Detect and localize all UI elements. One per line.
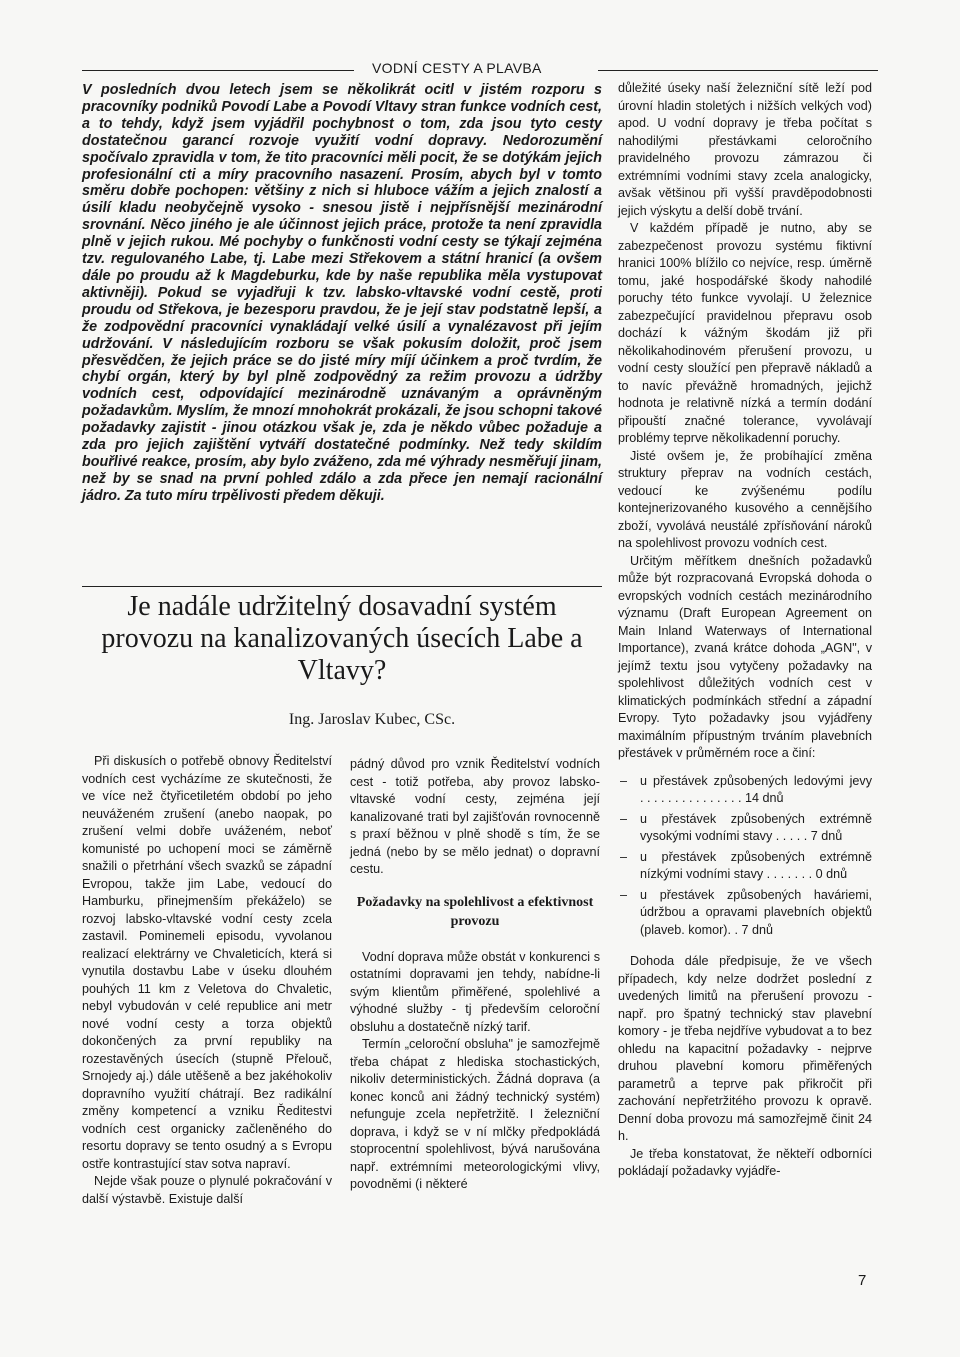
requirement-dots: . . . . . . . bbox=[763, 867, 816, 881]
middle-paragraph-1: pádný důvod pro vznik Ředitelství vodních cest - totiž potřeba, aby provoz labsko-vltavské vodní cesty, zejména její kanalizované trati byl zajišťován rovnocenně s praxí běžnou v plně shodě s tím, že se jedná (nebo by se mělo jednat) o dopravní cestu. bbox=[350, 757, 600, 876]
header-rule-left bbox=[82, 70, 354, 71]
page-number: 7 bbox=[858, 1272, 867, 1289]
requirement-value: 7 dnů bbox=[810, 829, 843, 843]
right-paragraph-4: Určitým měřítkem dnešních požadavků může být rozpracovaná Evropská dohoda o evropských vodních cestách mezinárodního významu (Draft European Agreement on Main Inland Waterways of International Importance), zvaná krátce dohoda „AGN", v jejímž textu jsou vytyčeny požadavky na spolehlivost důležitých vodních cest v klimatických podmínkách střední a západní Evropy. Tyto požadavky jsou vyjádřeny maximálním přípustným trváním plavebních přestávek v průměrném roce a činí: bbox=[618, 553, 872, 760]
left-paragraph-2: Nejde však pouze o plynulé pokračování v další výstavbě. Existuje další bbox=[82, 1174, 332, 1206]
right-paragraph-3: Jisté ovšem je, že probíhající změna struktury přeprav na vodních cestách, vedoucí ke zvýšenému podílu kontejnerizovaného kusového a cennějšího zboží, vyvolává neustálé zpřísňování nároků na spolehlivost provozu vodních cest. bbox=[618, 448, 872, 550]
requirement-label: u přestávek způsobených ledovými jevy bbox=[640, 773, 872, 788]
header-rule-right bbox=[598, 70, 878, 71]
section-subheading: Požadavky na spolehlivost a efektivnost provozu bbox=[356, 894, 594, 929]
middle-column bbox=[350, 756, 600, 1194]
requirement-item bbox=[618, 773, 872, 808]
intro-paragraph: V posledních dvou letech jsem se několikrát ocitl v jistém rozporu s pracovníky podniků Povodí Labe a Povodí Vltavy stran funkce vodních cest, a to tehdy, když jsem vyjádřil pochybnost o tom, zda jsou tyto cesty dostatečnou garancí rozvoje využití vodní dopravy. Nedorozumění spočívalo zpravidla v tom, že tito pracovníci měli pocit, že se dotýkám jejich profesionální cti a míry pracovního nasazení. Prosím, abych byl v tomto směru dobře pochopen: většiny z nich si hluboce vážím a jejich znalostí a úsilí kladu neobyčejně vysoko - snesou jistě i nejpřísnější mezinárodní srovnání. Něco jiného je ale účinnost jejich práce, protože ta není zpravidla plně v jejich rukou. Mé pochyby o funkčnosti vodní cesty se týkají zejména tzv. regulovaného Labe, tj. Labe mezi Střekovem a státní hranicí (a ovšem dále po proudu až k Magdeburku, kde by naše republika měla vystupovat aktivněji). Pokud se vyjadřuji k tzv. labsko-vltavské vodní cestě, proti proudu od Střekova, je bezesporu pravdou, že je její stav podstatně lepší, a že zodpovědní pracovníci vynakládají velké úsilí a vynalézavost při jejím udržování. V následujícím rozboru se však pokusím doložit, proč jsem přesvědčen, že jejich práce se do jisté míry míjí účinkem a proč tvrdím, že chybí orgán, který by byl plně zodpovědný za režim provozu a údržby vodních cest, odpovídající mezinárodně uznávaným a oprávněným požadavkům. Myslím, že mnozí mnohokrát prokázali, že jsou schopni takové požadavky zajistit - jinou otázkou však je, zda je někdo vůbec požaduje a zda pro jejich zajištění vytváří dostatečné podmínky. Než tedy skildím bouřlivé reakce, prosím, aby bylo zváženo, zda mé výhrady nesměřují jinam, než by se snad na první pohled zdálo a zda přece jen nemají racionální jádro. Za tuto míru trpělivosti předem děkuji. bbox=[82, 82, 602, 504]
middle-paragraph-3: Termín „celoroční obsluha" je samozřejmě třeba chápat z hlediska stochastických, nikoliv deterministických. Žádná doprava (a konec konců ani žádný technický systém) nefunguje zcela nepřetržitě. I železniční doprava, i když se v ní mlčky předpokládá stoprocentní spolehlivost, bývá narušována např. extrémními meteorologickými vlivy, povodněmi (i některé bbox=[350, 1037, 600, 1191]
requirement-dots: . . . . . . . . . . . . . . . bbox=[640, 791, 745, 805]
left-paragraph-1: Při diskusích o potřebě obnovy Ředitelství vodních cest vycházíme ze skutečnosti, že ve více než čtyřicetiletém období po jeho neuváženém zrušení (anebo naopak, po zrušení velmi dobře uváženém, neboť komunisté po uchopení moci se záměrně snažili o přetrhání všech svazků se západní Evropou, takže jim Labe, vedoucí do Hamburku, přinejmenším překáželo) se rozvoj labsko-vltavské vodní cesty zcela zastavil. Pominemeli episodu, vyvolanou realizací elektrárny ve Chvaleticích, která si vynutila dostavbu Labe v úseku dlouhém pouhých 11 km z Veletova do Chvaletic, nebyl vybudován v celé republice ani metr nové vodní cesty a torza objektů dokončených za první republiky na rozestavěných úsecích (stupně Přelouč, Srnojedy aj.) dále utěšeně a bez jakéhokoliv dopravního využití chátrají. Bez radikální změny kompetencí a vzniku Ředitestvi vodních cest organicky začleněného do resortu dopravy se tento osudný a s Evropu ostře kontrastující stav sotva napraví. bbox=[82, 754, 332, 1171]
article-title-block bbox=[82, 586, 602, 729]
requirement-value: 7 dnů bbox=[741, 922, 774, 937]
requirements-list bbox=[618, 773, 872, 940]
requirement-item bbox=[618, 887, 872, 940]
right-column bbox=[618, 80, 872, 1181]
middle-paragraph-2: Vodní doprava může obstát v konkurenci s ostatními dopravami jen tehdy, nabídne-li svým klientům přiměřené, spolehlivé a výhodné služby - tj především celoroční obsluhu a dostatečně nízký tarif. bbox=[350, 949, 600, 1034]
requirement-label: u přestávek způsobených extrémně nízkými vodními stavy bbox=[640, 849, 872, 881]
requirement-label: u přestávek způsobených extrémně vysokými vodními stavy bbox=[640, 811, 872, 843]
right-paragraph-6: Je třeba konstatovat, že někteří odborníci pokládají požadavky vyjádře- bbox=[618, 1146, 872, 1178]
requirement-value: 0 dnů bbox=[815, 867, 848, 881]
right-paragraph-1: důležité úseky naší železniční sítě leží pod úrovní hladin stoletých i nižších velkých vod) apod. U vodní dopravy je třeba počítat s nahodilými přestávkami celoročního pravidelného provozu zámrazou či extrémními vodními stavy zcela analogicky, avšak většinou při vyšší pravděpodobnosti jejich výskytu a delší době trvání. bbox=[618, 81, 872, 218]
requirement-label: u přestávek způsobených haváriemi, údržbou a opravami plavebních objektů (plaveb. komor) bbox=[640, 887, 872, 937]
left-column bbox=[82, 753, 332, 1208]
article-title: Je nadále udržitelný dosavadní systém provozu na kanalizovaných úsecích Labe a Vltavy? bbox=[101, 591, 583, 686]
requirement-dots: . . bbox=[727, 922, 742, 937]
requirement-value: 14 dnů bbox=[744, 791, 784, 805]
article-author: Ing. Jaroslav Kubec, CSc. bbox=[288, 711, 456, 728]
right-paragraph-5: Dohoda dále předpisuje, že ve všech případech, kdy nelze dodržet poslední z uvedených limitů na přerušení provozu - např. pro špatný technický stav plavební komory - je třeba nejdříve vybudovat a to bez ohledu na kapacitní požadavky - nejprve druhou plavební komoru přiměřených parametrů a teprve pak přikročit při zachování nepřetržitého provozu k opravě. Denní doba provozu má samozřejmě činit 24 h. bbox=[618, 954, 872, 1143]
right-paragraph-2: V každém případě je nutno, aby se zabezpečenost provozu systému fiktivní hranici 100% blížilo co nejvíce, resp. úměrně tomu, jaké hospodářské škody nahodilé poruchy této funkce vyvolají. U železnice zabezpečující pravidelnou přepravu osob dochází k vážným škodám již při několikahodinovém přerušení provozu, u vodní cesty sloužící pen přepravě nákladů a to navíc převážně hromadných, jejichž hodnota je relativně nízká a termín dodání připouští značné tolerance, vyvolávají problémy teprve několikadenní poruchy. bbox=[618, 221, 872, 445]
section-title: VODNÍ CESTY A PLAVBA bbox=[372, 60, 542, 76]
title-rule bbox=[82, 586, 602, 587]
requirement-item bbox=[618, 811, 872, 846]
requirement-item bbox=[618, 849, 872, 884]
requirement-dots: . . . . . bbox=[772, 829, 811, 843]
